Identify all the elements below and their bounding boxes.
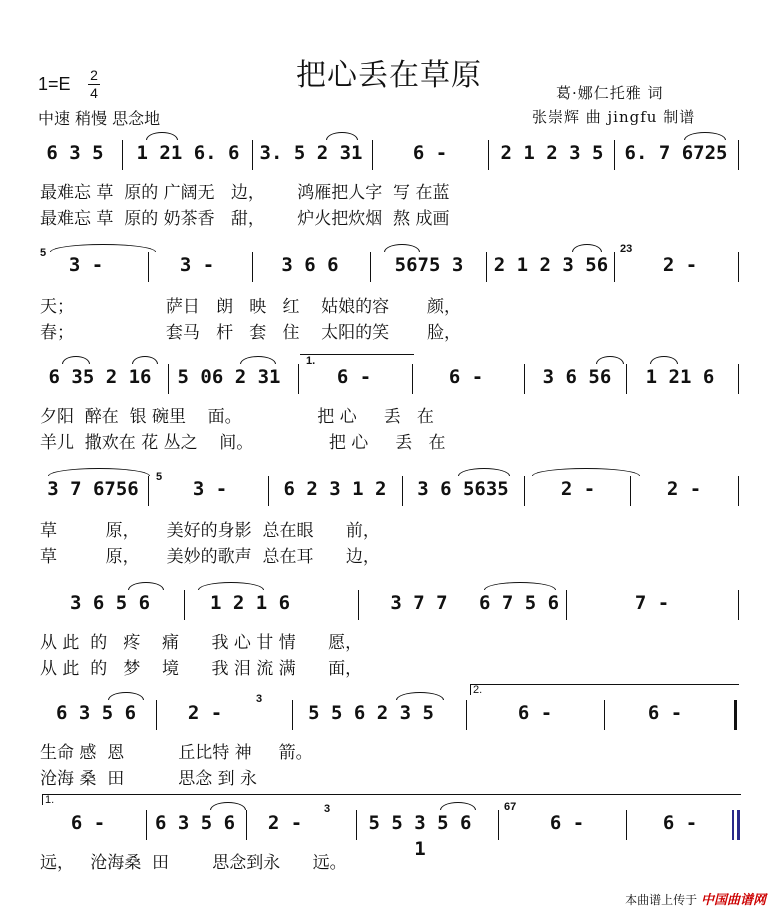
lyrics-verse-2: 羊儿 撒欢在 花 丛之 间。 把 心 丢 在 [40,433,446,453]
measure: 1 21 6 [645,366,715,388]
footer-text: 本曲谱上传于 [625,893,698,907]
measure: 2 1 2 3 5 [500,142,604,164]
lyrics-verse-1: 草 原， 美好的身影 总在眼 前， [40,521,380,541]
measure: 1 21 6. 6 [136,142,240,164]
measure: 6 - [336,366,372,388]
measure: 5 5 6 2 3 5 [308,702,434,724]
composer-credit: 张崇辉 曲 jingfu 制谱 [532,108,696,126]
lyricist-credit: 葛·娜仁托雅 词 [556,84,664,102]
measure: 3 6 5 6 [69,592,151,614]
lyrics-verse-2: 春； 套马 杆 套 住 太阳的笑 脸， [40,323,461,343]
song-title: 把心丢在草原 [296,58,482,93]
measure: 6 - [517,702,553,724]
measure: 3 7 6756 [47,478,139,500]
lyrics-verse-1: 夕阳 醉在 银 碗里 面。 把 心 丢 在 [40,407,434,427]
measure: 7 - [634,592,670,614]
measure: 3. 5 2 31 [259,142,363,164]
measure: 2 - [187,702,223,724]
measure: 3 - [192,478,228,500]
measure: 6 3 5 6 [154,812,236,834]
measure: 6 - [662,812,698,834]
measure: 6. 7 6725 [624,142,728,164]
lyrics-verse-2: 最难忘 草 原的 奶茶香 甜， 炉火把炊烟 熬 成画 [40,209,450,229]
measure: 6 - [549,812,585,834]
measure: 6 3 5 [46,142,104,164]
time-signature-top: 2 [90,67,98,83]
measure: 6 - [448,366,484,388]
key-signature: 1=E [38,74,71,94]
measure: 6 2 3 1 2 [283,478,387,500]
measure: 2 - [560,478,596,500]
lyrics-verse-2: 从 此 的 梦 境 我 泪 流 满 面， [40,659,363,679]
measure: 6 3 5 6 [55,702,137,724]
measure: 3 6 56 [542,366,612,388]
measure: 3 7 7 [390,592,448,614]
measure: 6 - [647,702,683,724]
lyrics-verse-1: 生命 感 恩 丘比特 神 箭。 [40,743,313,763]
lyrics-verse-1: 最难忘 草 原的 广阔无 边， 鸿雁把人字 写 在蓝 [40,183,450,203]
volta-bracket: 2. [470,684,739,695]
measure: 3 - [179,254,215,276]
measure: 6 35 2 16 [48,366,152,388]
lyrics-verse-1: 从 此 的 疼 痛 我 心 甘 情 愿， [40,633,363,653]
measure: 3 6 6 [281,254,339,276]
measure: 5 06 2 31 [177,366,281,388]
measure: 2 - [662,254,698,276]
measure: 3 - [68,254,104,276]
site-logo[interactable]: 中国曲谱网 [700,893,766,908]
measure: 2 - [666,478,702,500]
measure: 6 7 5 6 [478,592,560,614]
footer-attribution [625,889,766,908]
lyrics-verse-2: 草 原， 美妙的歌声 总在耳 边， [40,547,380,567]
time-signature-bottom: 4 [90,85,98,101]
measure: 2 - [267,812,303,834]
lyrics-verse-1: 远， 沧海桑 田 思念到永 远。 [40,853,347,873]
measure: 3 6 5635 [417,478,509,500]
measure: 6 - [412,142,448,164]
measure: 5 5 3 5 6 1 [368,812,472,860]
tempo-marking: 中速 稍慢 思念地 [38,109,161,128]
measure: 1 2 1 6 [209,592,291,614]
measure: 6 - [70,812,106,834]
volta-bracket: 1. [42,794,741,805]
lyrics-verse-1: 天； 萨日 朗 映 红 姑娘的容 颜， [40,297,461,317]
time-signature [88,68,100,101]
lyrics-verse-2: 沧海 桑 田 思念 到 永 [40,769,258,789]
measure: 5675 3 [394,254,464,276]
measure: 2 1 2 3 56 [493,254,609,276]
